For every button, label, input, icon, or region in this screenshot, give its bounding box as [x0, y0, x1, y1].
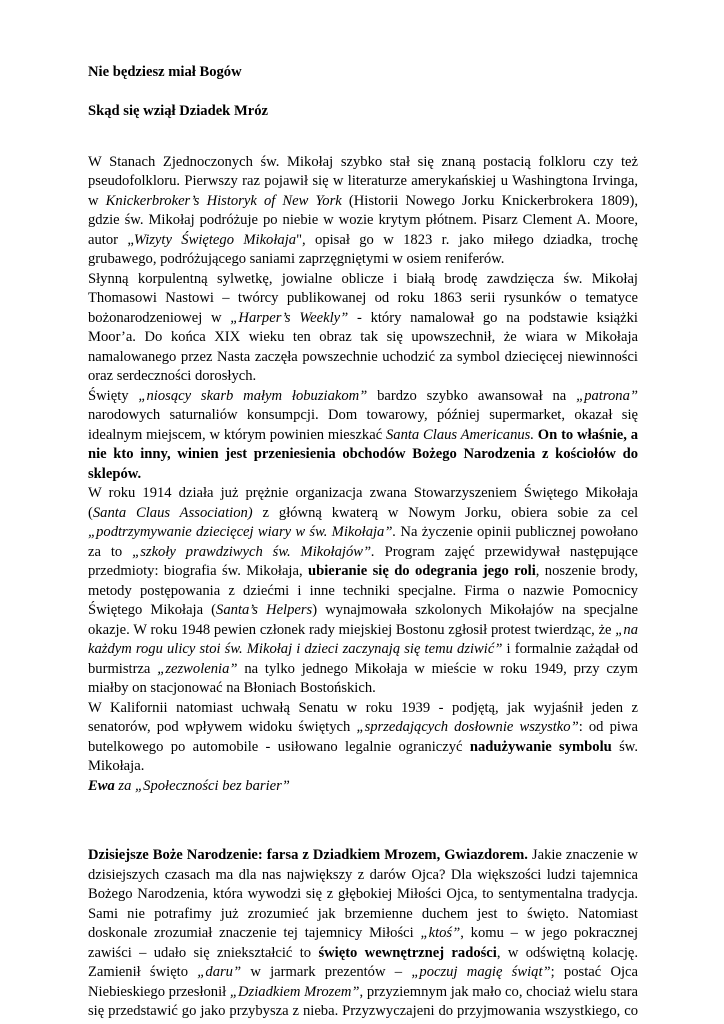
text-line: Niebieskiego przesłonił „Dziadkiem Mrozem”, przyziemnym jak mało co, chociaż wielu stara: [88, 984, 638, 1000]
text-line: doskonale zrozumiał znaczenie tej tajemnicy Miłości „ktoś”, komu – w jego pokracznej: [88, 925, 638, 941]
text-line: namalowanego przez Nasta zaczęła powszechnie uchodzić za symbol dziecięcej niewinności: [88, 349, 638, 365]
text-line: Thomasowi Nastowi – twórcy publikowanej od roku 1863 serii rysunków o tematyce: [88, 290, 638, 306]
text-line: dzisiejszych czasach ma dla nas największy z darów Ojca? Dla większości ludzi tajemnica: [88, 867, 638, 883]
text-line: miałby on stacjonować na Błoniach Bostońskich.: [88, 680, 376, 696]
text-line: pseudofolkloru. Pierwszy raz pojawił się w literaturze amerykańskiej u Washingtona Irvinga,: [88, 173, 638, 189]
text-line: idealnym miejscem, w którym powinien mieszkać Santa Claus Americanus. On to właśnie, a: [88, 427, 638, 443]
text-line: w Knickerbroker’s Historyk of New York (Historii Nowego Jorku Knickerbrokera 1809),: [88, 193, 638, 209]
text-line: każdym rogu ulicy stoi św. Mikołaj i dzieci zaczynają się temu dziwić” i formalnie zażądał od: [88, 641, 639, 657]
text-line: sklepów.: [88, 466, 142, 482]
text-line: gdzie św. Mikołaj podróżuje po niebie w wozie krytym płótnem. Pisarz Clement A. Moore,: [88, 212, 638, 228]
text-line: Zamienił święto „daru” w jarmark prezentów – „poczuj magię świąt”; postać Ojca: [88, 964, 638, 980]
text-line: Słynną korpulentną sylwetkę, jowialne oblicze i białą brodę zawdzięcza św. Mikołaj: [88, 271, 638, 287]
document-title: Nie będziesz miał Bogów: [88, 64, 242, 80]
text-line: Dzisiejsze Boże Narodzenie: farsa z Dziadkiem Mrozem, Gwiazdorem. Jakie znaczenie w: [88, 847, 639, 863]
text-line: senatorów, pod wpływem widoku świętych „sprzedających dosłownie wszystko”: od piwa: [88, 719, 638, 735]
article-title: Skąd się wziął Dziadek Mróz: [88, 103, 268, 119]
text-line: narodowych saturnaliów konsumpcji. Dom towarowy, później supermarket, okazał się: [88, 407, 638, 423]
text-line: bożonarodzeniowej w „Harper’s Weekly” - który namalował go na podstawie książki: [88, 310, 638, 326]
text-line: W roku 1914 działa już prężnie organizacja zwana Stowarzyszeniem Świętego Mikołaja: [88, 485, 638, 501]
text-line: burmistrza „zezwolenia” na tylko jednego Mikołaja w mieście w roku 1949, przy czym: [88, 661, 638, 677]
text-line: metody postępowania z dziećmi i inne techniki specjalne. Firma o nazwie Pomocnicy: [88, 583, 638, 599]
text-line: butelkowego po automobile - usiłowano legalnie ograniczyć nadużywanie symbolu św.: [88, 739, 638, 755]
text-line: zawiści – udało się zniekształcić to święto wewnętrznej radości, w odświętną kolację.: [88, 945, 639, 961]
text-line: nie kto inny, winien jest przeniesienia obchodów Bożego Narodzenia z kościołów do: [88, 446, 638, 462]
text-line: „podtrzymywanie dziecięcej wiary w św. Mikołaja”. Na życzenie opinii publicznej powołano: [88, 524, 638, 540]
text-line: Mikołaja.: [88, 758, 145, 774]
text-line: Świętego Mikołaja (Santa’s Helpers) wynajmowała szkolonych Mikołajów na specjalne: [88, 602, 638, 618]
text-line: Sami nie potrafimy już zrozumieć jak brzemienne duchem jest to święto. Natomiast: [88, 906, 638, 922]
text-line: Święty „niosący skarb małym łobuziakom” bardzo szybko awansował na „patrona”: [88, 388, 639, 404]
text-line: oraz serdeczności dorosłych.: [88, 368, 257, 384]
text-line: się przedstawić go jako przybysza z nieba. Przyzwyczajeni do przyjmowania wszystkiego, co: [88, 1003, 638, 1019]
text-line: przedmioty: biografia św. Mikołaja, ubieranie się do odegrania jego roli, noszenie brody,: [88, 563, 638, 579]
signature: Ewa za „Społeczności bez barier”: [88, 778, 290, 794]
text-line: W Stanach Zjednoczonych św. Mikołaj szybko stał się znaną postacią folkloru czy też: [88, 154, 638, 170]
text-line: autor „Wizyty Świętego Mikołaja", opisał go w 1823 r. jako miłego dziadka, trochę: [88, 232, 638, 248]
text-line: (Santa Claus Association) z główną kwaterą w Nowym Jorku, obiera sobie za cel: [88, 505, 638, 521]
text-line: W Kalifornii natomiast uchwałą Senatu w roku 1939 - podjętą, jak wyjaśnił jeden z: [88, 700, 638, 716]
text-line: za to „szkoły prawdziwych św. Mikołajów”. Program zajęć przewidywał następujące: [88, 544, 638, 560]
text-line: Bożego Narodzenia, która wywodzi się z głębokiej Miłości Ojca, to sentymentalna tradycja.: [88, 886, 638, 902]
text-line: grubawego, podróżującego saniami zaprzęgniętymi w osiem reniferów.: [88, 251, 505, 267]
text-line: Moor’a. Do końca XIX wieku ten obraz tak się upowszechnił, że wiara w Mikołaja: [88, 329, 638, 345]
text-line: okazje. W roku 1948 pewien członek rady miejskiej Bostonu zgłosił protest twierdząc, że „na: [88, 622, 638, 638]
